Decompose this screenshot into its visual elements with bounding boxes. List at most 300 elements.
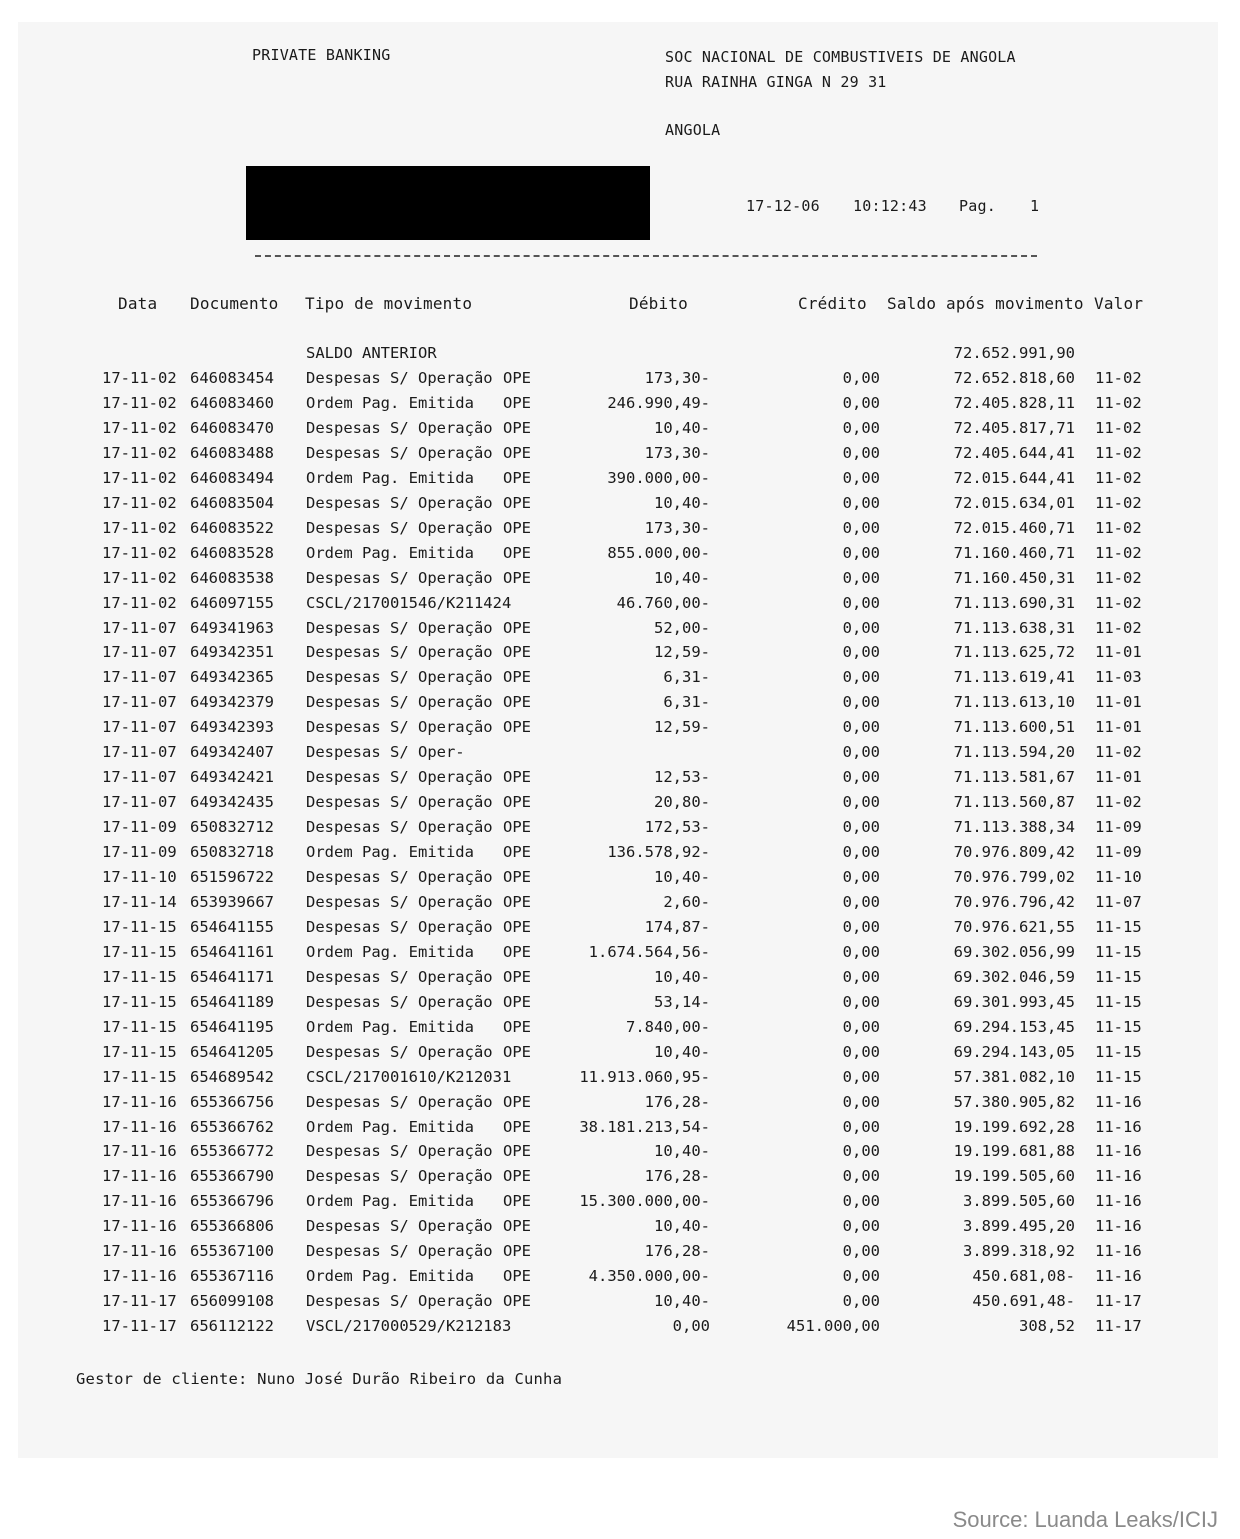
row-type: Despesas S/ Operação [306, 618, 493, 637]
col-header-data: Data [118, 294, 158, 313]
row-document: 655366756 [190, 1092, 274, 1111]
table-row [0, 743, 1240, 768]
row-document: 654641189 [190, 992, 274, 1011]
table-row [0, 1118, 1240, 1143]
table-row [0, 968, 1240, 993]
row-debit: 10,40- [654, 418, 710, 437]
table-row [0, 1167, 1240, 1192]
row-debit: 1.674.564,56- [588, 942, 710, 961]
row-value-date: 11-02 [1095, 568, 1142, 587]
row-balance: 71.113.625,72 [953, 643, 1075, 662]
row-date: 17-11-16 [102, 1117, 177, 1136]
statement-date: 17-12-06 [746, 197, 820, 215]
row-value-date: 11-15 [1095, 1017, 1142, 1036]
row-credit: 0,00 [842, 443, 880, 462]
row-balance: 450.691,48- [972, 1292, 1075, 1311]
row-credit: 0,00 [842, 643, 880, 662]
row-debit: 246.990,49- [607, 393, 710, 412]
row-ope: OPE [503, 1017, 531, 1036]
row-date: 17-11-09 [102, 818, 177, 837]
row-type: Despesas S/ Operação [306, 892, 493, 911]
row-ope: OPE [503, 1292, 531, 1311]
row-debit: 10,40- [654, 568, 710, 587]
table-row [0, 494, 1240, 519]
row-credit: 0,00 [842, 1192, 880, 1211]
row-type: Despesas S/ Operação [306, 868, 493, 886]
private-banking-title: PRIVATE BANKING [252, 46, 391, 64]
row-document: 651596722 [190, 868, 274, 886]
row-value-date: 11-17 [1095, 1292, 1142, 1311]
row-type: CSCL/217001610/K212031 [306, 1067, 512, 1086]
row-balance: 3.899.495,20 [963, 1217, 1075, 1236]
row-value-date: 11-02 [1095, 618, 1142, 637]
row-value-date: 11-01 [1095, 693, 1142, 712]
row-debit: 12,59- [654, 718, 710, 737]
table-row [0, 569, 1240, 594]
table-row [0, 1142, 1240, 1167]
row-type: Despesas S/ Operação [306, 1292, 493, 1311]
row-value-date: 11-15 [1095, 1067, 1142, 1086]
table-row [0, 868, 1240, 893]
row-balance: 69.302.056,99 [953, 942, 1075, 961]
row-document: 654641161 [190, 942, 274, 961]
row-date: 17-11-02 [102, 593, 177, 612]
row-ope: OPE [503, 843, 531, 862]
row-ope: OPE [503, 418, 531, 437]
row-value-date: 11-16 [1095, 1217, 1142, 1236]
row-date: 17-11-02 [102, 543, 177, 562]
row-debit: 10,40- [654, 493, 710, 512]
row-ope: OPE [503, 1267, 531, 1286]
row-ope: OPE [503, 568, 531, 587]
row-ope: OPE [503, 543, 531, 562]
row-value-date: 11-16 [1095, 1167, 1142, 1186]
row-date: 17-11-15 [102, 1067, 177, 1086]
row-balance: 70.976.796,42 [953, 892, 1075, 911]
table-row [0, 619, 1240, 644]
row-debit: 38.181.213,54- [579, 1117, 710, 1136]
row-ope: OPE [503, 618, 531, 637]
row-date: 17-11-15 [102, 1017, 177, 1036]
row-type: Despesas S/ Operação [306, 1167, 493, 1186]
row-document: 649342421 [190, 768, 274, 787]
row-ope: OPE [503, 1117, 531, 1136]
table-row [0, 843, 1240, 868]
row-credit: 0,00 [842, 493, 880, 512]
row-date: 17-11-02 [102, 393, 177, 412]
row-document: 649342393 [190, 718, 274, 737]
row-credit: 0,00 [842, 1117, 880, 1136]
row-value-date: 11-15 [1095, 967, 1142, 986]
row-value-date: 11-02 [1095, 518, 1142, 537]
row-type: Ordem Pag. Emitida [306, 1117, 474, 1136]
row-debit: 12,59- [654, 643, 710, 662]
page-number: 1 [1030, 197, 1040, 215]
row-document: 646083454 [190, 369, 274, 387]
row-type: Despesas S/ Operação [306, 967, 493, 986]
row-credit: 0,00 [842, 718, 880, 737]
row-balance: 69.294.143,05 [953, 1042, 1075, 1061]
row-debit: 172,53- [644, 818, 710, 837]
row-value-date: 11-02 [1095, 793, 1142, 812]
row-balance: 19.199.505,60 [953, 1167, 1075, 1186]
row-balance: 72.015.460,71 [953, 518, 1075, 537]
row-credit: 0,00 [842, 593, 880, 612]
row-balance: 57.381.082,10 [953, 1067, 1075, 1086]
row-credit: 0,00 [842, 693, 880, 712]
row-ope: OPE [503, 518, 531, 537]
row-debit: 10,40- [654, 1292, 710, 1311]
table-row [0, 1068, 1240, 1093]
row-date: 17-11-16 [102, 1167, 177, 1186]
row-debit: 176,28- [644, 1092, 710, 1111]
row-value-date: 11-02 [1095, 418, 1142, 437]
row-balance: 69.294.153,45 [953, 1017, 1075, 1036]
row-ope: OPE [503, 818, 531, 837]
row-credit: 0,00 [842, 1217, 880, 1236]
row-type: Despesas S/ Operação [306, 793, 493, 812]
row-type: Ordem Pag. Emitida [306, 1267, 474, 1286]
table-row [0, 1093, 1240, 1118]
page-label: Pag. [959, 197, 996, 215]
row-document: 650832712 [190, 818, 274, 837]
table-row [0, 544, 1240, 569]
account-manager: Gestor de cliente: Nuno José Durão Ribeiro da Cunha [76, 1370, 563, 1388]
table-row [0, 1317, 1240, 1342]
row-credit: 0,00 [842, 468, 880, 487]
row-value-date: 11-02 [1095, 493, 1142, 512]
row-ope: OPE [503, 868, 531, 886]
row-type: Despesas S/ Operação [306, 443, 493, 462]
row-date: 17-11-15 [102, 1042, 177, 1061]
row-credit: 0,00 [842, 418, 880, 437]
row-date: 17-11-02 [102, 369, 177, 387]
row-document: 646083494 [190, 468, 274, 487]
row-debit: 10,40- [654, 1042, 710, 1061]
row-debit: 12,53- [654, 768, 710, 787]
row-credit: 0,00 [842, 568, 880, 587]
row-date: 17-11-07 [102, 718, 177, 737]
row-date: 17-11-07 [102, 743, 177, 762]
row-credit: 0,00 [842, 518, 880, 537]
row-value-date: 11-02 [1095, 369, 1142, 387]
row-value-date: 11-10 [1095, 868, 1142, 886]
opening-balance-row [0, 344, 1240, 369]
table-row [0, 693, 1240, 718]
row-balance: 71.113.388,34 [953, 818, 1075, 837]
row-type: Despesas S/ Operação [306, 1142, 493, 1161]
row-balance: 70.976.621,55 [953, 917, 1075, 936]
row-debit: 7.840,00- [626, 1017, 710, 1036]
row-date: 17-11-07 [102, 668, 177, 687]
row-date: 17-11-02 [102, 418, 177, 437]
row-credit: 0,00 [842, 369, 880, 387]
row-balance: 70.976.809,42 [953, 843, 1075, 862]
row-document: 655366796 [190, 1192, 274, 1211]
row-balance: 57.380.905,82 [953, 1092, 1075, 1111]
table-row [0, 668, 1240, 693]
row-value-date: 11-09 [1095, 843, 1142, 862]
row-value-date: 11-07 [1095, 892, 1142, 911]
row-type: CSCL/217001546/K211424 [306, 593, 512, 612]
row-debit: 173,30- [644, 443, 710, 462]
row-credit: 0,00 [842, 768, 880, 787]
row-type: Ordem Pag. Emitida [306, 843, 474, 862]
row-type: Despesas S/ Operação [306, 917, 493, 936]
row-date: 17-11-07 [102, 643, 177, 662]
row-debit: 10,40- [654, 967, 710, 986]
row-ope: OPE [503, 768, 531, 787]
table-row [0, 793, 1240, 818]
row-document: 649341963 [190, 618, 274, 637]
row-document: 654641171 [190, 967, 274, 986]
row-debit: 10,40- [654, 1217, 710, 1236]
row-balance: 450.681,08- [972, 1267, 1075, 1286]
row-type: Despesas S/ Oper- [306, 743, 465, 762]
row-type: Despesas S/ Operação [306, 1242, 493, 1261]
row-type: Despesas S/ Operação [306, 1092, 493, 1111]
row-date: 17-11-02 [102, 443, 177, 462]
table-row [0, 1292, 1240, 1317]
table-row [0, 718, 1240, 743]
table-row [0, 444, 1240, 469]
table-row [0, 643, 1240, 668]
row-date: 17-11-15 [102, 942, 177, 961]
row-ope: OPE [503, 393, 531, 412]
table-row [0, 1018, 1240, 1043]
table-row [0, 1217, 1240, 1242]
row-debit: 11.913.060,95- [579, 1067, 710, 1086]
row-balance: 72.015.634,01 [953, 493, 1075, 512]
client-address: RUA RAINHA GINGA N 29 31 [665, 73, 887, 91]
row-ope: OPE [503, 493, 531, 512]
row-ope: OPE [503, 992, 531, 1011]
row-credit: 0,00 [842, 967, 880, 986]
row-date: 17-11-10 [102, 868, 177, 886]
table-row [0, 419, 1240, 444]
row-document: 646083504 [190, 493, 274, 512]
row-balance: 71.160.450,31 [953, 568, 1075, 587]
row-balance: 71.113.560,87 [953, 793, 1075, 812]
row-balance: 72.652.818,60 [953, 369, 1075, 387]
statement-time: 10:12:43 [853, 197, 927, 215]
table-row [0, 1192, 1240, 1217]
row-document: 654641155 [190, 917, 274, 936]
row-date: 17-11-15 [102, 992, 177, 1011]
row-type: VSCL/217000529/K212183 [306, 1317, 512, 1336]
row-credit: 0,00 [842, 1092, 880, 1111]
row-credit: 0,00 [842, 892, 880, 911]
row-credit: 0,00 [842, 668, 880, 687]
client-country: ANGOLA [665, 121, 721, 139]
table-row [0, 818, 1240, 843]
row-document: 649342365 [190, 668, 274, 687]
row-ope: OPE [503, 443, 531, 462]
row-debit: 390.000,00- [607, 468, 710, 487]
row-date: 17-11-17 [102, 1317, 177, 1336]
row-credit: 0,00 [842, 1242, 880, 1261]
row-balance: 71.113.619,41 [953, 668, 1075, 687]
row-ope: OPE [503, 1092, 531, 1111]
col-header-documento: Documento [190, 294, 279, 313]
col-header-tipo: Tipo de movimento [305, 294, 473, 313]
row-debit: 136.578,92- [607, 843, 710, 862]
row-type: Ordem Pag. Emitida [306, 1192, 474, 1211]
row-ope: OPE [503, 643, 531, 662]
row-balance: 71.113.690,31 [953, 593, 1075, 612]
row-credit: 0,00 [842, 1017, 880, 1036]
row-ope: OPE [503, 1192, 531, 1211]
row-value-date: 11-16 [1095, 1092, 1142, 1111]
table-row [0, 993, 1240, 1018]
row-credit: 0,00 [842, 1142, 880, 1161]
row-document: 656099108 [190, 1292, 274, 1311]
row-date: 17-11-16 [102, 1192, 177, 1211]
row-value-date: 11-15 [1095, 917, 1142, 936]
row-type: Despesas S/ Operação [306, 518, 493, 537]
row-balance: 69.302.046,59 [953, 967, 1075, 986]
row-credit: 0,00 [842, 1267, 880, 1286]
row-document: 650832718 [190, 843, 274, 862]
col-header-credito: Crédito [798, 294, 867, 313]
row-balance: 3.899.318,92 [963, 1242, 1075, 1261]
row-value-date: 11-02 [1095, 443, 1142, 462]
row-document: 646083460 [190, 393, 274, 412]
table-row [0, 918, 1240, 943]
row-balance: 69.301.993,45 [953, 992, 1075, 1011]
row-type: Ordem Pag. Emitida [306, 1017, 474, 1036]
row-credit: 0,00 [842, 868, 880, 886]
row-balance: 72.015.644,41 [953, 468, 1075, 487]
row-type: Despesas S/ Operação [306, 369, 493, 387]
row-type: Despesas S/ Operação [306, 992, 493, 1011]
row-ope: OPE [503, 917, 531, 936]
row-ope: OPE [503, 668, 531, 687]
row-credit: 0,00 [842, 942, 880, 961]
row-document: 655366806 [190, 1217, 274, 1236]
col-header-saldo: Saldo após movimento [887, 294, 1084, 313]
row-document: 649342379 [190, 693, 274, 712]
row-credit: 0,00 [842, 393, 880, 412]
row-document: 654641205 [190, 1042, 274, 1061]
row-type: Despesas S/ Operação [306, 668, 493, 687]
row-credit: 0,00 [842, 1167, 880, 1186]
row-debit: 174,87- [644, 917, 710, 936]
row-ope: OPE [503, 1042, 531, 1061]
row-debit: 4.350.000,00- [588, 1267, 710, 1286]
row-ope: OPE [503, 369, 531, 387]
row-type: Despesas S/ Operação [306, 568, 493, 587]
row-date: 17-11-14 [102, 892, 177, 911]
row-date: 17-11-07 [102, 793, 177, 812]
row-debit: 52,00- [654, 618, 710, 637]
row-balance: 71.113.594,20 [953, 743, 1075, 762]
table-row [0, 768, 1240, 793]
row-value-date: 11-16 [1095, 1117, 1142, 1136]
row-type: Ordem Pag. Emitida [306, 393, 474, 412]
row-document: 646083470 [190, 418, 274, 437]
row-date: 17-11-07 [102, 693, 177, 712]
row-document: 655367116 [190, 1267, 274, 1286]
row-debit: 46.760,00- [616, 593, 710, 612]
row-value-date: 11-02 [1095, 543, 1142, 562]
redaction-block [246, 166, 650, 240]
row-debit: 176,28- [644, 1167, 710, 1186]
row-date: 17-11-15 [102, 917, 177, 936]
row-date: 17-11-16 [102, 1092, 177, 1111]
row-value-date: 11-16 [1095, 1267, 1142, 1286]
row-credit: 0,00 [842, 843, 880, 862]
row-balance: 70.976.799,02 [953, 868, 1075, 886]
row-document: 654641195 [190, 1017, 274, 1036]
row-debit: 15.300.000,00- [579, 1192, 710, 1211]
row-document: 655366790 [190, 1167, 274, 1186]
row-credit: 0,00 [842, 543, 880, 562]
row-credit: 0,00 [842, 1292, 880, 1311]
row-ope: OPE [503, 892, 531, 911]
row-type: Ordem Pag. Emitida [306, 468, 474, 487]
row-date: 17-11-16 [102, 1142, 177, 1161]
row-value-date: 11-02 [1095, 393, 1142, 412]
table-row [0, 369, 1240, 394]
row-type: Despesas S/ Operação [306, 1217, 493, 1236]
row-date: 17-11-16 [102, 1217, 177, 1236]
row-debit: 53,14- [654, 992, 710, 1011]
row-value-date: 11-01 [1095, 718, 1142, 737]
row-type: Despesas S/ Operação [306, 1042, 493, 1061]
row-debit: 10,40- [654, 1142, 710, 1161]
row-value-date: 11-01 [1095, 768, 1142, 787]
table-row [0, 943, 1240, 968]
row-ope: OPE [503, 1167, 531, 1186]
row-date: 17-11-17 [102, 1292, 177, 1311]
row-document: 649342407 [190, 743, 274, 762]
source-credit: Source: Luanda Leaks/ICIJ [952, 1507, 1218, 1532]
row-balance: 71.113.613,10 [953, 693, 1075, 712]
row-balance: 19.199.692,28 [953, 1117, 1075, 1136]
row-document: 646083488 [190, 443, 274, 462]
row-ope: OPE [503, 1142, 531, 1161]
table-row [0, 1267, 1240, 1292]
row-credit: 0,00 [842, 618, 880, 637]
table-row [0, 1043, 1240, 1068]
row-document: 655366772 [190, 1142, 274, 1161]
dashed-separator [255, 255, 1037, 257]
row-balance: 71.160.460,71 [953, 543, 1075, 562]
row-type: Despesas S/ Operação [306, 818, 493, 837]
table-row [0, 519, 1240, 544]
row-balance: 19.199.681,88 [953, 1142, 1075, 1161]
row-credit: 0,00 [842, 793, 880, 812]
opening-balance-label: SALDO ANTERIOR [306, 344, 437, 362]
row-debit: 2,60- [663, 892, 710, 911]
row-value-date: 11-02 [1095, 593, 1142, 612]
row-date: 17-11-02 [102, 493, 177, 512]
row-type: Ordem Pag. Emitida [306, 543, 474, 562]
row-document: 646097155 [190, 593, 274, 612]
row-credit: 0,00 [842, 1042, 880, 1061]
table-row [0, 394, 1240, 419]
row-ope: OPE [503, 693, 531, 712]
row-ope: OPE [503, 1242, 531, 1261]
row-credit: 0,00 [842, 818, 880, 837]
row-balance: 71.113.600,51 [953, 718, 1075, 737]
row-ope: OPE [503, 1217, 531, 1236]
row-ope: OPE [503, 942, 531, 961]
row-type: Despesas S/ Operação [306, 493, 493, 512]
row-value-date: 11-02 [1095, 743, 1142, 762]
row-debit: 176,28- [644, 1242, 710, 1261]
